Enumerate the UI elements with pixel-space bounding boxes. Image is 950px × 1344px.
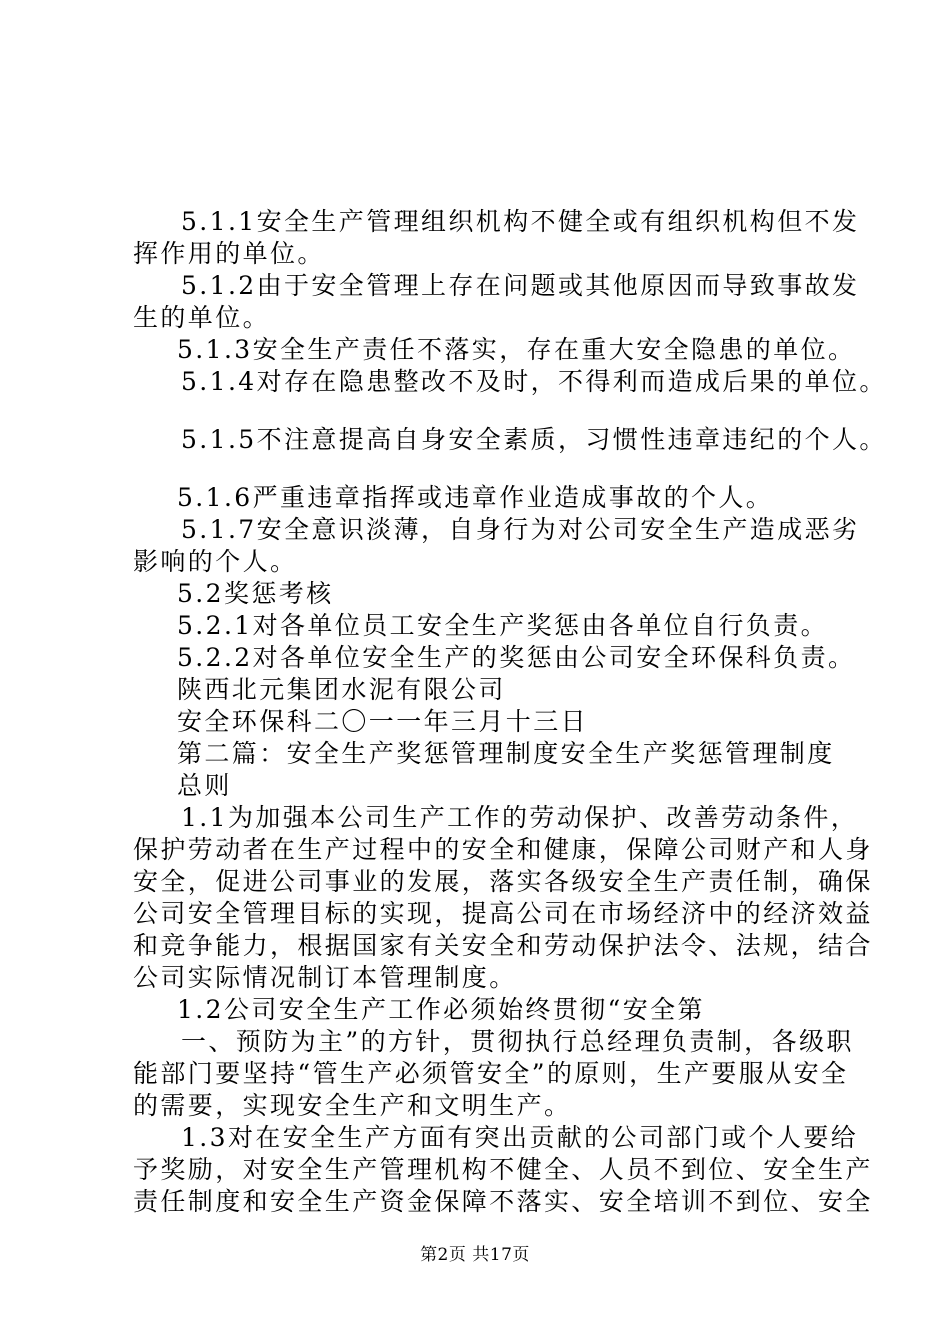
text-line: 1.1为加强本公司生产工作的劳动保护、改善劳动条件，: [181, 803, 859, 832]
section-heading: 5.2奖惩考核: [177, 579, 334, 608]
text-line: 公司实际情况制订本管理制度。: [133, 963, 517, 992]
page-number-footer: 第2页 共17页: [420, 1245, 530, 1265]
text-line: 1.3对在安全生产方面有突出贡献的公司部门或个人要给: [181, 1123, 859, 1152]
text-line: 影响的个人。: [133, 547, 298, 576]
text-line: 的需要，实现安全生产和文明生产。: [133, 1091, 572, 1120]
text-line: 5.1.5不注意提高自身安全素质，习惯性违章违纪的个人。: [181, 425, 887, 454]
issuer-date: 安全环保科二〇一一年三月十三日: [177, 707, 589, 736]
text-line: 5.1.3安全生产责任不落实，存在重大安全隐患的单位。: [177, 335, 856, 364]
text-line: 公司安全管理目标的实现，提高公司在市场经济中的经济效益: [133, 899, 873, 928]
text-line: 5.1.2由于安全管理上存在问题或其他原因而导致事故发: [181, 271, 860, 300]
text-line: 1.2公司安全生产工作必须始终贯彻“安全第: [177, 995, 705, 1024]
text-line: 予奖励，对安全生产管理机构不健全、人员不到位、安全生产: [133, 1155, 873, 1184]
text-line: 能部门要坚持“管生产必须管安全”的原则，生产要服从安全: [133, 1059, 849, 1088]
chapter-title: 第二篇：安全生产奖惩管理制度安全生产奖惩管理制度: [177, 739, 835, 768]
company-name: 陕西北元集团水泥有限公司: [177, 675, 506, 704]
text-line: 生的单位。: [133, 303, 271, 332]
section-heading: 总则: [177, 771, 232, 800]
text-line: 5.1.1安全生产管理组织机构不健全或有组织机构但不发: [181, 207, 860, 236]
text-line: 5.1.6严重违章指挥或违章作业造成事故的个人。: [177, 483, 774, 512]
text-line: 5.1.4对存在隐患整改不及时，不得利而造成后果的单位。: [181, 367, 887, 396]
text-line: 一、预防为主”的方针，贯彻执行总经理负责制，各级职: [181, 1027, 854, 1056]
text-line: 责任制度和安全生产资金保障不落实、安全培训不到位、安全: [133, 1187, 873, 1216]
text-line: 和竞争能力，根据国家有关安全和劳动保护法令、法规，结合: [133, 931, 873, 960]
text-line: 5.2.1对各单位员工安全生产奖惩由各单位自行负责。: [177, 611, 829, 640]
text-line: 保护劳动者在生产过程中的安全和健康，保障公司财产和人身: [133, 835, 873, 864]
text-line: 5.1.7安全意识淡薄，自身行为对公司安全生产造成恶劣: [181, 515, 860, 544]
text-line: 5.2.2对各单位安全生产的奖惩由公司安全环保科负责。: [177, 643, 856, 672]
text-line: 安全，促进公司事业的发展，落实各级安全生产责任制，确保: [133, 867, 873, 896]
text-line: 挥作用的单位。: [133, 239, 325, 268]
